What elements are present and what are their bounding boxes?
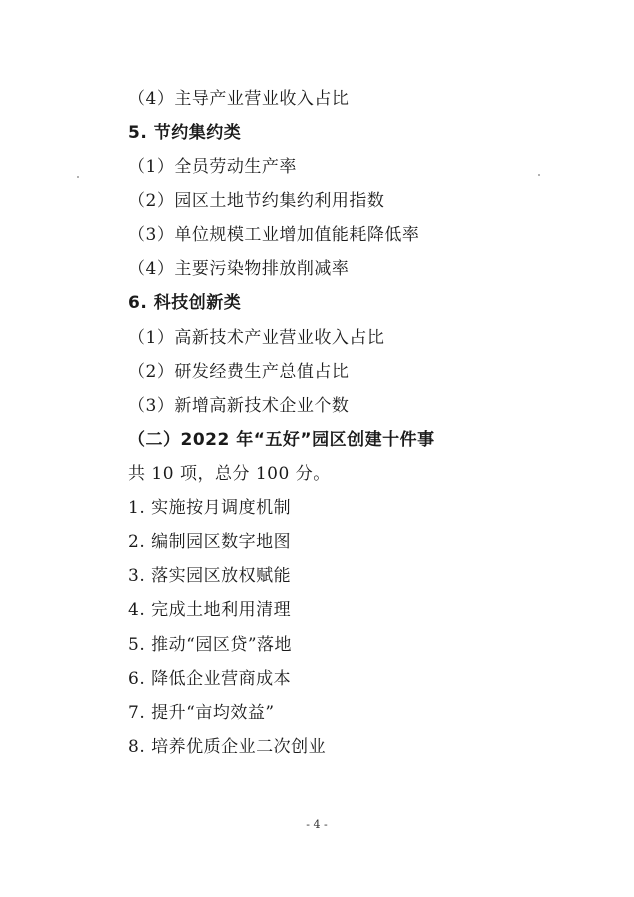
list-item: （1）高新技术产业营业收入占比 [128,328,385,348]
list-item: （2）园区土地节约集约利用指数 [128,191,385,211]
section-heading: 5. 节约集约类 [128,123,242,143]
list-item: 5. 推动“园区贷”落地 [128,635,293,655]
list-item: （3）新增高新技术企业个数 [128,396,350,416]
list-item: （1）全员劳动生产率 [128,157,297,177]
list-item: 3. 落实园区放权赋能 [128,566,292,586]
list-item: 共 10 项，总分 100 分。 [128,464,331,484]
list-item: （4）主导产业营业收入占比 [128,89,350,109]
list-item: （3）单位规模工业增加值能耗降低率 [128,225,420,245]
page-number: - 4 - [306,818,328,831]
list-item: （2）研发经费生产总值占比 [128,362,350,382]
list-item: 8. 培养优质企业二次创业 [128,737,327,757]
list-item: 6. 降低企业营商成本 [128,669,292,689]
list-item: 7. 提升“亩均效益” [128,703,275,723]
section-heading: 6. 科技创新类 [128,293,242,313]
scan-speck [538,174,540,176]
list-item: 1. 实施按月调度机制 [128,498,292,518]
list-item: 2. 编制园区数字地图 [128,532,292,552]
list-item: 4. 完成土地利用清理 [128,600,292,620]
list-item: （4）主要污染物排放削减率 [128,259,350,279]
scan-speck [77,176,79,178]
section-heading: （二）2022 年“五好”园区创建十件事 [128,430,435,450]
